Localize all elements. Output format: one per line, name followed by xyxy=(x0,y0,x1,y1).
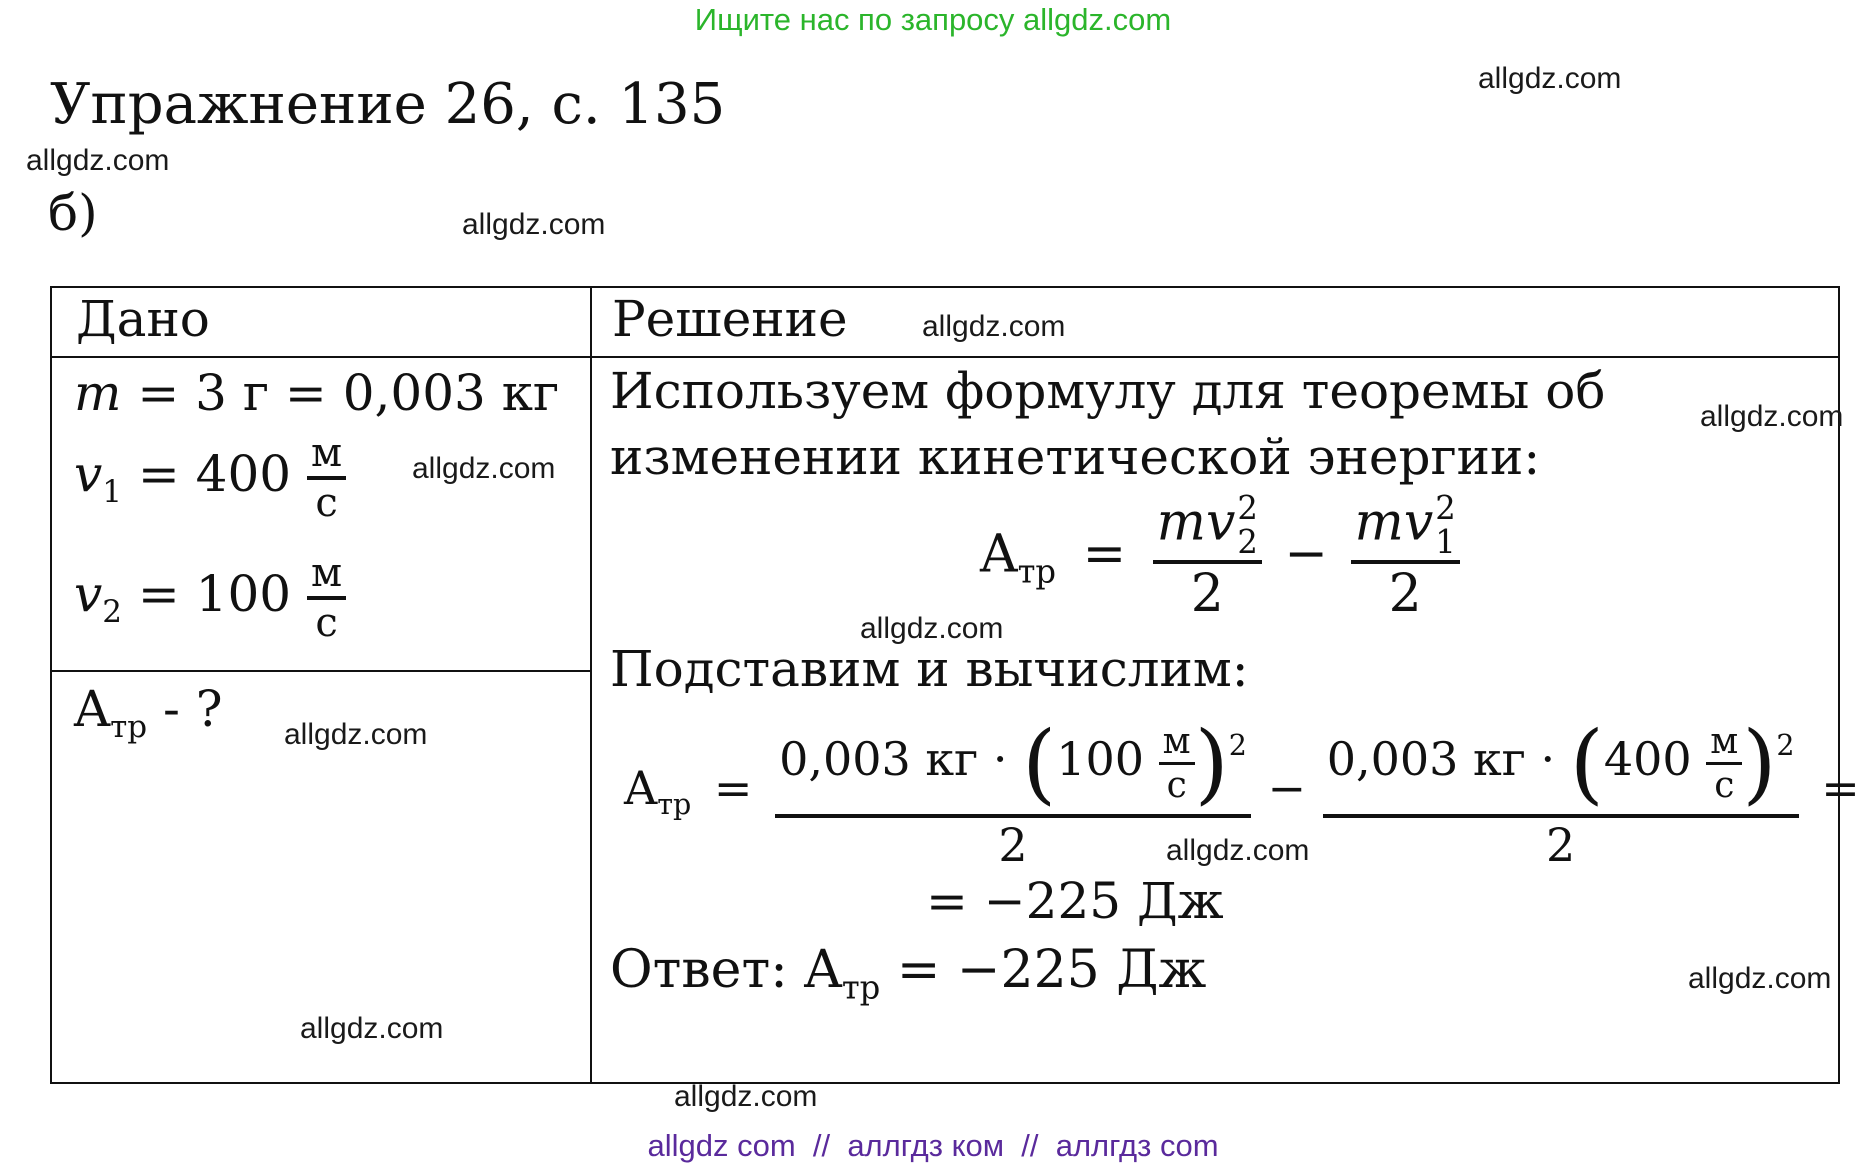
v1-unit xyxy=(307,430,346,526)
equals-sign: = xyxy=(1082,524,1127,585)
v1-subscript: 1 xyxy=(102,473,122,510)
formula-lhs: A xyxy=(980,524,1018,585)
v1-symbol: v xyxy=(74,445,103,503)
mass-symbol: m xyxy=(74,364,122,422)
denominator: 2 xyxy=(1190,563,1224,624)
speed-value: 400 xyxy=(1603,732,1692,786)
work-energy-formula xyxy=(980,489,1460,624)
answer-line xyxy=(610,940,1206,1006)
given-v2 xyxy=(74,550,346,646)
watermark: allgdz.com xyxy=(674,1080,818,1113)
page-title: Упражнение 26, с. 135 xyxy=(50,72,726,137)
answer-subscript: тр xyxy=(841,968,881,1007)
mass-expression: 0,003 кг · xyxy=(779,732,1008,786)
watermark: allgdz.com xyxy=(284,718,428,751)
search-hint[interactable]: Ищите нас по запросу allgdz.com xyxy=(694,2,1172,37)
mv-term: mv xyxy=(1156,492,1236,553)
unit-denominator: с xyxy=(1166,764,1187,806)
find-quantity xyxy=(74,680,223,745)
mv-term: mv xyxy=(1354,492,1434,553)
part-label: б) xyxy=(48,184,98,242)
unit-numerator: м xyxy=(311,550,343,596)
watermark: allgdz.com xyxy=(462,208,606,241)
unit-denominator: с xyxy=(1714,764,1735,806)
solution-intro-line1: Используем формулу для теоремы об xyxy=(610,362,1606,420)
watermark: allgdz.com xyxy=(1166,834,1310,867)
unit-denominator: с xyxy=(315,600,338,646)
power: 2 xyxy=(1776,729,1795,763)
unit-numerator: м xyxy=(1162,720,1191,762)
watermark: allgdz.com xyxy=(412,452,556,485)
work-subscript: тр xyxy=(110,708,148,745)
watermark: allgdz.com xyxy=(922,310,1066,343)
index: 2 xyxy=(1237,522,1258,561)
watermark: allgdz.com xyxy=(300,1012,444,1045)
watermark: allgdz.com xyxy=(860,612,1004,645)
given-v1 xyxy=(74,430,346,526)
find-suffix: - ? xyxy=(147,680,223,738)
right-paren: ) xyxy=(1742,712,1777,814)
watermark: allgdz.com xyxy=(1478,62,1622,95)
right-paren: ) xyxy=(1194,712,1229,814)
mass-value: = 3 г = 0,003 кг xyxy=(137,364,560,422)
footer-links[interactable]: allgdz com // аллгдз ком // аллгдз com xyxy=(647,1128,1219,1163)
kinetic-initial-fraction xyxy=(1351,489,1460,624)
kinetic-final-fraction xyxy=(1153,489,1262,624)
power: 2 xyxy=(1237,489,1258,527)
equals-sign: = xyxy=(1821,761,1860,815)
answer-value: = −225 Дж xyxy=(896,940,1207,1000)
substitute-line: Подставим и вычислим: xyxy=(610,640,1249,698)
formula-lhs: A xyxy=(624,761,658,815)
power: 2 xyxy=(1435,489,1456,527)
v1-value: = 400 xyxy=(137,445,292,503)
equals-sign: = xyxy=(713,761,753,815)
v2-subscript: 2 xyxy=(102,593,122,630)
v2-value: = 100 xyxy=(137,565,292,623)
minus-sign: − xyxy=(1284,524,1328,585)
formula-lhs-subscript: тр xyxy=(657,787,692,821)
index: 1 xyxy=(1435,522,1456,561)
v2-symbol: v xyxy=(74,565,103,623)
left-paren: ( xyxy=(1569,712,1604,814)
given-mass xyxy=(74,364,559,422)
unit-numerator: м xyxy=(1710,720,1739,762)
work-symbol: A xyxy=(74,680,111,738)
given-header: Дано xyxy=(76,290,210,348)
left-paren: ( xyxy=(1022,712,1057,814)
result-line: = −225 Дж xyxy=(926,872,1224,930)
watermark: allgdz.com xyxy=(1700,400,1844,433)
denominator: 2 xyxy=(998,818,1028,872)
unit-numerator: м xyxy=(311,430,343,476)
denominator: 2 xyxy=(1388,563,1422,624)
formula-lhs-subscript: тр xyxy=(1017,552,1057,591)
unit-denominator: с xyxy=(315,480,338,526)
answer-label: Ответ: xyxy=(610,940,788,1000)
solution-header: Решение xyxy=(612,290,848,348)
initial-energy-fraction xyxy=(1323,712,1799,872)
solution-intro-line2: изменении кинетической энергии: xyxy=(610,428,1541,486)
minus-sign: − xyxy=(1267,761,1307,815)
mass-expression: 0,003 кг · xyxy=(1326,732,1556,786)
v2-unit xyxy=(307,550,346,646)
watermark: allgdz.com xyxy=(1688,962,1832,995)
speed-value: 100 xyxy=(1056,732,1145,786)
power: 2 xyxy=(1228,729,1247,763)
answer-symbol: A xyxy=(804,940,842,1000)
denominator: 2 xyxy=(1546,818,1576,872)
watermark: allgdz.com xyxy=(26,144,170,177)
